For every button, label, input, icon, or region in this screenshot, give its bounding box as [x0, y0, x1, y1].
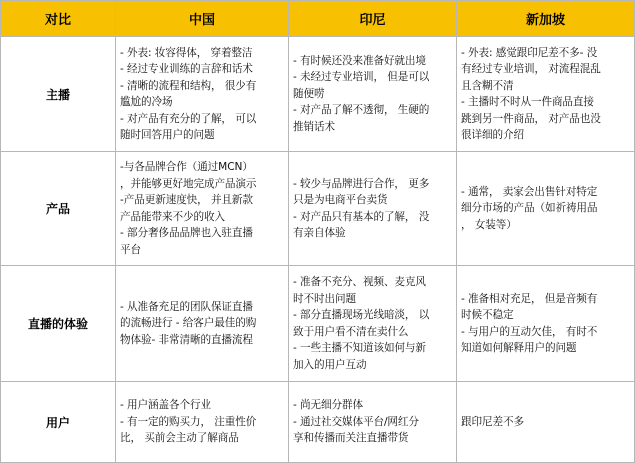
cell-line: 有经过专业培训， 对流程混乱 [461, 63, 601, 75]
cell-line: 时候不稳定 [461, 309, 514, 321]
cell-line: 尴尬的冷场 [120, 96, 173, 108]
cell-china [116, 382, 289, 463]
cell-line: 知道如何解释用户的问题 [461, 342, 577, 354]
cell-line: - 有时候还没来准备好就出境 [293, 54, 426, 67]
header-compare: 对比 [1, 1, 116, 37]
cell-singapore [457, 382, 635, 463]
row-label: 用户 [1, 382, 116, 463]
cell-line: - 与用户的互动欠佳， 有时不 [461, 325, 598, 338]
cell-indonesia [289, 382, 457, 463]
header-china: 中国 [116, 1, 289, 37]
cell-line: 致于用户看不清在卖什么 [293, 325, 409, 338]
cell-line: 很详细的介绍 [461, 129, 524, 141]
cell-line: 跟印尼差不多 [461, 415, 524, 428]
cell-line: 细分市场的产品（如祈祷用品 [461, 202, 598, 215]
cell-line: - 通过社交媒体平台/网红分 [293, 415, 419, 428]
cell-line: - 未经过专业培训， 但是可以 [293, 71, 430, 84]
cell-line: - 外表: 妆容得体， 穿着整洁 [120, 46, 253, 59]
cell-line: - 较少与品牌进行合作， 更多 [293, 177, 430, 190]
cell-line: - 清晰的流程和结构， 很少有 [120, 79, 257, 92]
cell-line: -产品更新速度快， 并且新款 [120, 194, 253, 206]
row-label: 直播的体验 [1, 266, 116, 382]
cell-line: 时不时出问题 [293, 292, 356, 305]
cell-line: - 通常， 卖家会出售针对特定 [461, 185, 598, 198]
cell-line: - 尚无细分群体 [293, 399, 363, 412]
table-row [1, 266, 635, 382]
cell-line: - 准备相对充足， 但是音频有 [461, 292, 598, 305]
header-indonesia: 印尼 [289, 1, 457, 37]
cell-china [116, 266, 289, 382]
cell-line: - 部分直播现场光线暗淡， 以 [293, 309, 430, 321]
cell-line: 且含糊不清 [461, 79, 514, 92]
cell-line: 比， 买前会主动了解商品 [120, 432, 239, 445]
cell-line: ，并能够更好地完成产品演示 [120, 177, 257, 190]
cell-line: 产品能带来不少的收入 [120, 210, 225, 223]
cell-line: - 对产品有充分的了解， 可以 [120, 112, 257, 125]
cell-line: 的流畅进行 - 给客户最佳的购 [120, 317, 257, 330]
cell-line: 推销话术 [293, 120, 335, 133]
table-row [1, 37, 635, 152]
header-row [1, 1, 635, 37]
cell-line: 享和传播而关注直播带货 [293, 432, 409, 445]
cell-line: 有亲自体验 [293, 227, 346, 239]
cell-line: ， 女装等） [461, 218, 517, 231]
cell-line: 物体验- 非常清晰的直播流程 [120, 333, 253, 346]
cell-indonesia [289, 37, 457, 152]
cell-line: -与各品牌合作（通过MCN） [120, 161, 253, 173]
cell-line: 加入的用户互动 [293, 358, 367, 371]
cell-singapore [457, 152, 635, 266]
cell-line: - 经过专业训练的言辞和话术 [120, 63, 253, 75]
header-singapore: 新加坡 [457, 1, 635, 37]
cell-line: - 准备不充分、视频、麦克风 [293, 276, 426, 288]
cell-line: - 对产品只有基本的了解， 没 [293, 210, 430, 223]
cell-indonesia [289, 266, 457, 382]
table-row [1, 382, 635, 463]
cell-line: 随便唠 [293, 87, 325, 100]
cell-line: - 部分奢侈品品牌也入驻直播 [120, 227, 253, 239]
cell-line: 只是为电商平台卖货 [293, 194, 388, 206]
table-row [1, 152, 635, 266]
cell-line: - 对产品了解不透彻， 生硬的 [293, 104, 430, 117]
cell-line: - 用户涵盖各个行业 [120, 399, 211, 412]
cell-indonesia [289, 152, 457, 266]
row-label: 产品 [1, 152, 116, 266]
cell-china [116, 152, 289, 266]
cell-china [116, 37, 289, 152]
cell-singapore [457, 266, 635, 382]
cell-line: - 一些主播不知道该如何与新 [293, 342, 426, 354]
cell-line: 平台 [120, 243, 141, 256]
cell-line: 随时回答用户的问题 [120, 129, 215, 141]
cell-line: 跳到另一件商品， 对产品也没 [461, 112, 601, 125]
cell-line: - 从准备充足的团队保证直播 [120, 300, 253, 313]
cell-line: - 外表: 感觉跟印尼差不多- 没 [461, 46, 598, 59]
row-label: 主播 [1, 37, 116, 152]
cell-line: - 主播时不时从一件商品直接 [461, 96, 594, 108]
cell-line: - 有一定的购买力， 注重性价 [120, 415, 257, 428]
cell-singapore [457, 37, 635, 152]
